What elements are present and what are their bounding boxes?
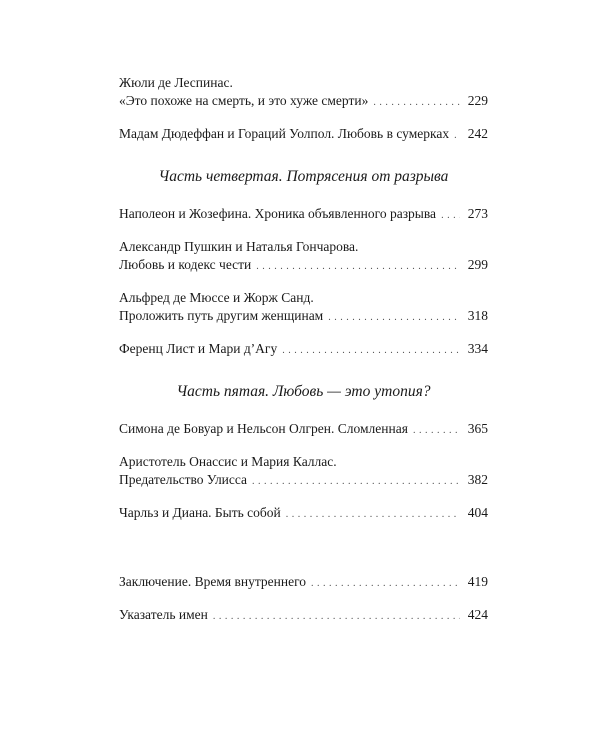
toc-page-number: 365 — [467, 421, 488, 436]
toc-entry[interactable] — [119, 606, 488, 626]
dot-leader — [373, 92, 460, 112]
toc-entry-title-line: Аристотель Онассис и Мария Каллас. — [119, 454, 337, 469]
toc-entry-title: Мадам Дюдеффан и Гораций Уолпол. Любовь в сумерках — [119, 126, 450, 141]
toc-page-number: 242 — [467, 126, 488, 141]
toc-entry[interactable] — [119, 420, 488, 440]
dot-leader — [311, 573, 460, 593]
toc-entry-title: Симона де Бовуар и Нельсон Олгрен. Сломленная — [119, 421, 408, 436]
toc-entry-title-line: Александр Пушкин и Наталья Гончарова. — [119, 239, 359, 254]
toc-entry[interactable] — [119, 289, 488, 327]
dot-leader — [328, 307, 460, 327]
toc-page-number: 382 — [467, 472, 488, 487]
dot-leader — [413, 420, 460, 440]
toc-page-number: 404 — [467, 505, 488, 520]
part-heading: Часть четвертая. Потрясения от разрыва — [158, 168, 449, 185]
toc-entry[interactable] — [119, 74, 488, 112]
toc-page-number: 318 — [467, 308, 488, 323]
toc-entry[interactable] — [119, 573, 488, 593]
dot-leader — [286, 504, 460, 524]
toc-entry[interactable] — [119, 238, 488, 276]
table-of-contents — [119, 74, 488, 639]
part-heading: Часть пятая. Любовь — это утопия? — [176, 383, 431, 400]
toc-page-number: 229 — [467, 93, 488, 108]
dot-leader — [252, 471, 460, 491]
toc-entry-title: Ференц Лист и Мари д’Агу — [119, 341, 278, 356]
toc-entry-title: «Это похоже на смерть, и это хуже смерти» — [119, 93, 369, 108]
toc-page-number: 424 — [467, 607, 488, 622]
toc-entry[interactable] — [119, 205, 488, 225]
toc-entry[interactable] — [119, 125, 488, 145]
toc-entry-title: Чарльз и Диана. Быть собой — [119, 505, 281, 520]
toc-entry-title-line: Жюли де Леспинас. — [119, 75, 233, 90]
dot-leader — [256, 256, 460, 276]
section-spacer — [119, 537, 488, 573]
toc-entry[interactable] — [119, 453, 488, 491]
toc-entry-title: Предательство Улисса — [119, 472, 248, 487]
toc-entry[interactable] — [119, 340, 488, 360]
dot-leader — [213, 606, 460, 626]
toc-entry-title: Заключение. Время внутреннего — [119, 574, 307, 589]
toc-entry-title: Любовь и кодекс чести — [119, 257, 252, 272]
toc-entry-title: Указатель имен — [119, 607, 208, 622]
dot-leader — [441, 205, 460, 225]
dot-leader — [282, 340, 460, 360]
toc-entry-title: Наполеон и Жозефина. Хроника объявленного разрыва — [119, 206, 437, 221]
toc-page-number: 334 — [467, 341, 488, 356]
dot-leader — [454, 125, 460, 145]
toc-entry[interactable] — [119, 504, 488, 524]
toc-entry-title: Проложить путь другим женщинам — [119, 308, 324, 323]
toc-page-number: 273 — [467, 206, 488, 221]
toc-page-number: 299 — [467, 257, 488, 272]
toc-page-number: 419 — [467, 574, 488, 589]
toc-entry-title-line: Альфред де Мюссе и Жорж Санд. — [119, 290, 314, 305]
